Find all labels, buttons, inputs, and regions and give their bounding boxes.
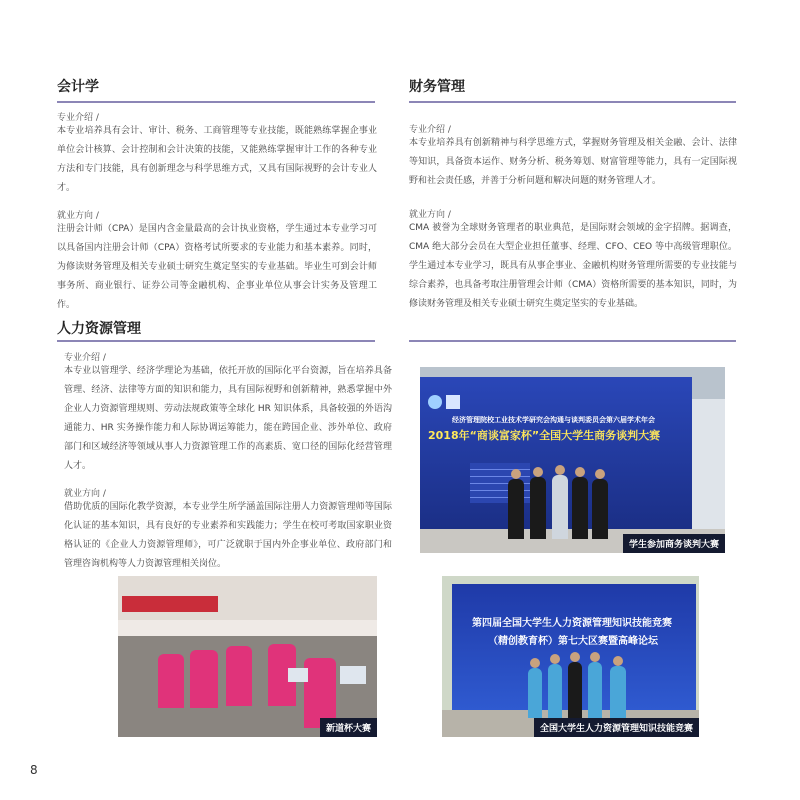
student-figure	[226, 646, 252, 706]
monitor-icon	[288, 668, 308, 682]
banner-line-2: （精创教育杯）第七大区赛暨高峰论坛	[488, 636, 658, 647]
person-figure	[508, 479, 524, 539]
person-figure	[592, 479, 608, 539]
career-label: 就业方向 /	[409, 210, 451, 220]
career-label: 就业方向 /	[64, 489, 106, 499]
section-title: 会计学	[57, 79, 99, 95]
intro-label: 专业介绍 /	[64, 353, 106, 363]
intro-text: 本专业以管理学、经济学理论为基础，依托开放的国际化平台资源，旨在培养具备管理、经济、法律等方面的知识和能力，具有国际视野和创新精神，熟悉掌握中外企业人力资源管理规则、劳动法规政策等全球化 HR 知识体系，具备较强的外语沟通能力、HR 实务操作能力和人际协调运筹能力，能在跨国企业、涉外单位、政府部门和区域经济等领域从事人力资源管理工作的高素质、宽口径的国际化经营管理人才。	[64, 366, 392, 471]
business-negotiation-photo	[420, 367, 725, 553]
monitor-icon	[340, 666, 366, 684]
intro-text: 本专业培养具有创新精神与科学思维方式，掌握财务管理及相关金融、会计、法律等知识，具备资本运作、财务分析、税务筹划、财富管理等能力，具有一定国际视野和社会责任感，并善于分析问题和解决问题的财务管理人才。	[409, 138, 737, 186]
logo-icon	[428, 395, 442, 409]
page-number: 8	[30, 763, 38, 777]
banner-line-1: 经济管理院校工业技术学研究会沟通与谈判委员会第六届学术年会	[452, 416, 655, 424]
photo-caption: 全国大学生人力资源管理知识技能竞赛	[534, 718, 699, 737]
career-text: 注册会计师（CPA）是国内含金量最高的会计执业资格，学生通过本专业学习可以具备国内注册会计师（CPA）资格考试所要求的专业能力和基本素养。同时，为修读财务管理及相关专业硕士研究生奠定坚实的专业基础。毕业生可到会计师事务所、商业银行、证券公司等金融机构、企事业单位从事会计实务及管理工作。	[57, 224, 377, 310]
photo-caption: 新道杯大赛	[320, 718, 377, 737]
person-figure	[588, 662, 602, 718]
emblem-icon	[446, 395, 460, 409]
intro-label: 专业介绍 /	[57, 113, 99, 123]
person-figure	[610, 666, 626, 718]
career-text: CMA 被誉为全球财务管理者的职业典范，是国际财会领域的金字招牌。据调查，CMA 绝大部分会员在大型企业担任董事、经理、CFO、CEO 等中高级管理职位。学生通过本专业学习，既具有从事企事业、金融机构财务管理所需要的专业技能与综合素养，也具备考取注册管理会计师（CMA）资格所需要的基本知识，同时，为修读财务管理及相关专业硕士研究生奠定坚实的专业基础。	[409, 223, 737, 309]
person-figure	[548, 664, 562, 718]
banner-line-2: 2018年“商谈富家杯”全国大学生商务谈判大赛	[428, 429, 661, 442]
section-divider	[409, 340, 736, 342]
person-figure	[552, 475, 568, 539]
person-figure	[568, 662, 582, 718]
career-label: 就业方向 /	[57, 211, 99, 221]
banner-line-1: 第四届全国大学生人力资源管理知识技能竞赛	[472, 618, 672, 629]
student-figure	[190, 650, 218, 708]
section-title: 财务管理	[409, 79, 465, 95]
section-divider	[409, 101, 736, 103]
person-figure	[528, 668, 542, 718]
photo-caption: 学生参加商务谈判大赛	[623, 534, 725, 553]
person-figure	[530, 477, 546, 539]
section-divider	[57, 340, 375, 342]
red-banner	[122, 596, 218, 612]
intro-label: 专业介绍 /	[409, 125, 451, 135]
hr-competition-photo	[442, 576, 699, 737]
intro-text: 本专业培养具有会计、审计、税务、工商管理等专业技能，既能熟练掌握企事业单位会计核算、会计控制和会计决策的技能，又能熟练掌握审计工作的各种专业方法和专门技能，具有创新理念与科学思维方式，又具有国际视野的会计专业人才。	[57, 126, 377, 193]
section-divider	[57, 101, 375, 103]
xindao-cup-photo	[118, 576, 377, 737]
student-figure	[158, 654, 184, 708]
career-text: 借助优质的国际化教学资源，本专业学生所学涵盖国际注册人力资源管理师等国际化认证的基本知识，具有良好的专业素养和实践能力；学生在校可考取国家职业资格认证的《企业人力资源管理师》，可广泛就职于国内外企事业单位、政府部门和管理咨询机构等人力资源管理相关岗位。	[64, 502, 392, 569]
person-figure	[572, 477, 588, 539]
section-title: 人力资源管理	[57, 321, 141, 337]
